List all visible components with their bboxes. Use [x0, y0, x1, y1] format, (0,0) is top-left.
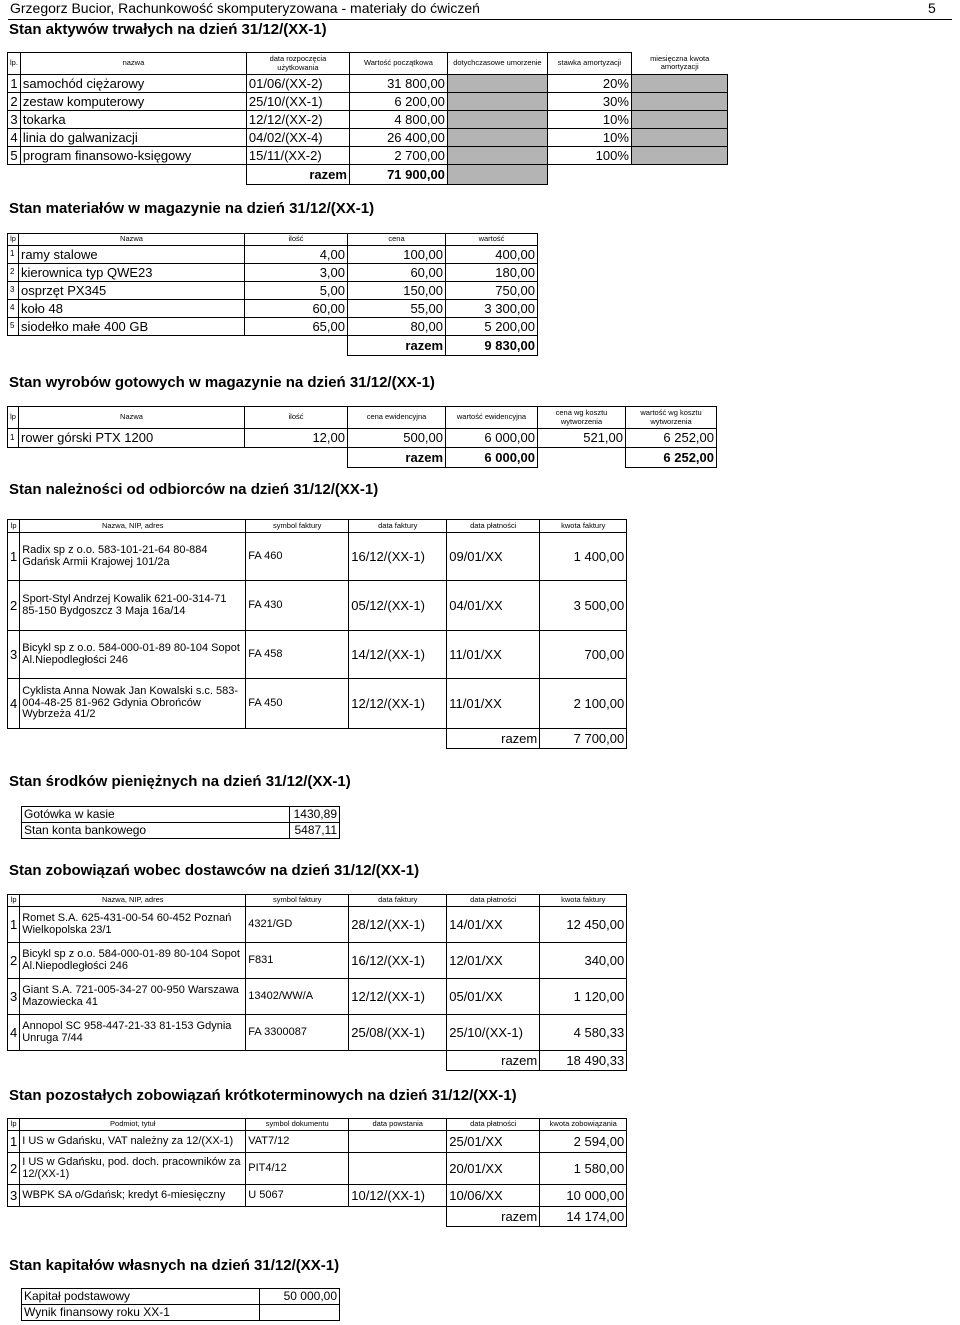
cell-entity: I US w Gdańsku, pod. doch. pracowników za 12/(XX-1)	[20, 1153, 246, 1185]
cell-name: Annopol SC 958-447-21-33 81-153 Gdynia Unruga 7/44	[20, 1015, 246, 1051]
cell-price: 100,00	[348, 246, 446, 264]
col-header-amount: kwota faktury	[540, 895, 627, 907]
cell-invoice-date: 05/12/(XX-1)	[349, 581, 447, 631]
cell-cost-price: 521,00	[538, 429, 626, 448]
cell-creation-date	[349, 1131, 447, 1153]
table-row	[22, 807, 340, 823]
cell-name: tokarka	[20, 111, 246, 129]
table-row	[8, 1015, 627, 1051]
cell-amount: 1 120,00	[540, 979, 627, 1015]
cell-date: 25/10/(XX-1)	[246, 93, 349, 111]
cell-entity: I US w Gdańsku, VAT należny za 12/(XX-1)	[20, 1131, 246, 1153]
table-header-row	[8, 53, 728, 75]
table-row	[8, 246, 538, 264]
table-header-row	[8, 895, 627, 907]
table-header-row	[8, 1119, 627, 1131]
cell-label: Stan konta bankowego	[22, 823, 290, 839]
cell-rate: 10%	[547, 129, 631, 147]
cell-lp: 2	[8, 943, 20, 979]
cell-price: 80,00	[348, 318, 446, 336]
cell-value: 4 800,00	[349, 111, 447, 129]
cell-name: Romet S.A. 625-431-00-54 60-452 Poznań Wielkopolska 23/1	[20, 907, 246, 943]
cell-quantity: 12,00	[245, 429, 348, 448]
cell-price: 150,00	[348, 282, 446, 300]
table-row	[8, 147, 728, 165]
cell-lp: 5	[8, 318, 19, 336]
total-row	[8, 1207, 627, 1227]
cell-value: 5487,11	[290, 823, 340, 839]
cell-lp: 2	[8, 1153, 20, 1185]
cell-amount: 10 000,00	[540, 1185, 627, 1207]
col-header-name: Nazwa, NIP, adres	[20, 520, 246, 533]
total-label: razem	[246, 165, 349, 185]
table-row	[8, 1185, 627, 1207]
cell-invoice-symbol: FA 430	[246, 581, 349, 631]
col-header-record-price: cena ewidencyjna	[348, 407, 446, 429]
col-header-invoice-symbol: symbol faktury	[246, 520, 349, 533]
total-value: 7 700,00	[540, 729, 627, 749]
table-row	[8, 1153, 627, 1185]
materials-table	[7, 233, 538, 356]
col-header-name: Nazwa	[19, 407, 245, 429]
finished-goods-table	[7, 406, 717, 468]
cell-due-date: 12/01/XX	[447, 943, 540, 979]
cell-quantity: 65,00	[245, 318, 348, 336]
cell-lp: 2	[8, 93, 21, 111]
total-row	[8, 336, 538, 356]
cell-document-symbol: VAT7/12	[246, 1131, 349, 1153]
col-header-lp: lp	[8, 407, 19, 429]
cell-name: Giant S.A. 721-005-34-27 00-950 Warszawa Mazowiecka 41	[20, 979, 246, 1015]
cell-amount: 3 500,00	[540, 581, 627, 631]
table-header-row	[8, 234, 538, 246]
total-row	[8, 729, 627, 749]
cell-lp: 3	[8, 979, 20, 1015]
table-header-row	[8, 407, 717, 429]
total-record-value: 6 000,00	[446, 448, 538, 468]
total-cost-value: 6 252,00	[626, 448, 717, 468]
cell-value: 31 800,00	[349, 75, 447, 93]
cell-value: 1430,89	[290, 807, 340, 823]
total-label: razem	[447, 1207, 540, 1227]
col-header-invoice-symbol: symbol faktury	[246, 895, 349, 907]
cell-name: rower górski PTX 1200	[19, 429, 245, 448]
cell-invoice-symbol: FA 458	[246, 631, 349, 679]
col-header-invoice-date: data faktury	[349, 895, 447, 907]
table-row	[8, 93, 728, 111]
cell-invoice-date: 12/12/(XX-1)	[349, 979, 447, 1015]
cell-lp: 3	[8, 282, 19, 300]
table-row	[8, 679, 627, 729]
cell-invoice-date: 14/12/(XX-1)	[349, 631, 447, 679]
cell-invoice-date: 12/12/(XX-1)	[349, 679, 447, 729]
cell-invoice-date: 16/12/(XX-1)	[349, 533, 447, 581]
cell-lp: 2	[8, 581, 20, 631]
col-header-rate: stawka amortyzacji	[547, 53, 631, 75]
cell-value	[260, 1305, 340, 1321]
total-label: razem	[447, 729, 540, 749]
cell-value: 180,00	[446, 264, 538, 282]
cell-amount: 340,00	[540, 943, 627, 979]
table-row	[8, 111, 728, 129]
equity-table	[21, 1288, 340, 1321]
cell-monthly-amount	[631, 147, 727, 165]
total-value: 9 830,00	[446, 336, 538, 356]
section-title-receivables: Stan należności od odbiorców na dzień 31/12/(XX-1)	[9, 481, 379, 498]
table-row	[22, 1305, 340, 1321]
table-header-row	[8, 520, 627, 533]
table-row	[8, 429, 717, 448]
cell-due-date: 14/01/XX	[447, 907, 540, 943]
table-row	[8, 264, 538, 282]
col-header-document-symbol: symbol dokumentu	[246, 1119, 349, 1131]
total-row	[8, 448, 717, 468]
cell-name: Sport-Styl Andrzej Kowalik 621-00-314-71 85-150 Bydgoszcz 3 Maja 16a/14	[20, 581, 246, 631]
cell-lp: 4	[8, 679, 20, 729]
cell-date: 01/06/(XX-2)	[246, 75, 349, 93]
table-row	[8, 979, 627, 1015]
col-header-name: Nazwa, NIP, adres	[20, 895, 246, 907]
cell-quantity: 5,00	[245, 282, 348, 300]
cell-amount: 1 580,00	[540, 1153, 627, 1185]
cell-value: 3 300,00	[446, 300, 538, 318]
receivables-table	[7, 519, 627, 749]
cell-name: Radix sp z o.o. 583-101-21-64 80-884 Gdańsk Armii Krajowej 101/2a	[20, 533, 246, 581]
total-value: 18 490,33	[540, 1051, 627, 1071]
section-title-equity: Stan kapitałów własnych na dzień 31/12/(XX-1)	[9, 1257, 340, 1274]
col-header-value: wartość	[446, 234, 538, 246]
col-header-lp: lp	[8, 1119, 20, 1131]
cell-document-symbol: U 5067	[246, 1185, 349, 1207]
cell-name: ramy stalowe	[19, 246, 245, 264]
cell-name: koło 48	[19, 300, 245, 318]
total-value: 71 900,00	[349, 165, 447, 185]
cell-date: 04/02/(XX-4)	[246, 129, 349, 147]
cell-amount: 4 580,33	[540, 1015, 627, 1051]
cell-value: 2 700,00	[349, 147, 447, 165]
table-row	[8, 533, 627, 581]
col-header-amount: kwota faktury	[540, 520, 627, 533]
cell-due-date: 11/01/XX	[447, 679, 540, 729]
col-header-due-date: data płatności	[447, 895, 540, 907]
cell-date: 15/11/(XX-2)	[246, 147, 349, 165]
cell-due-date: 04/01/XX	[447, 581, 540, 631]
cell-monthly-amount	[631, 75, 727, 93]
payables-table	[7, 894, 627, 1071]
cell-depreciation	[447, 129, 547, 147]
col-header-quantity: ilość	[245, 234, 348, 246]
cell-value: 5 200,00	[446, 318, 538, 336]
col-header-monthly-amount: miesięczna kwota amortyzacji	[650, 53, 710, 72]
cell-price: 55,00	[348, 300, 446, 318]
cell-name: kierownica typ QWE23	[19, 264, 245, 282]
cell-lp: 1	[8, 246, 19, 264]
cell-quantity: 3,00	[245, 264, 348, 282]
col-header-cost-value: wartość wg kosztu wytworzenia	[626, 407, 717, 429]
col-header-cost-price: cena wg kosztu wytworzenia	[538, 407, 626, 429]
page-number: 5	[928, 0, 936, 16]
cell-monthly-amount	[631, 93, 727, 111]
section-title-fixed-assets: Stan aktywów trwałych na dzień 31/12/(XX-1)	[9, 21, 327, 38]
cell-quantity: 4,00	[245, 246, 348, 264]
cell-creation-date: 10/12/(XX-1)	[349, 1185, 447, 1207]
col-header-invoice-date: data faktury	[349, 520, 447, 533]
cell-name: linia do galwanizacji	[20, 129, 246, 147]
table-row	[8, 318, 538, 336]
other-liabilities-table	[7, 1118, 627, 1227]
cell-lp: 4	[8, 129, 21, 147]
cell-invoice-symbol: FA 460	[246, 533, 349, 581]
cell-due-date: 10/06/XX	[447, 1185, 540, 1207]
total-label: razem	[348, 336, 446, 356]
cell-depreciation	[447, 111, 547, 129]
col-header-lp: lp	[8, 234, 19, 246]
table-row	[8, 943, 627, 979]
cell-depreciation	[447, 93, 547, 111]
cell-monthly-amount	[631, 129, 727, 147]
table-row	[8, 75, 728, 93]
cell-price: 60,00	[348, 264, 446, 282]
cell-lp: 4	[8, 1015, 20, 1051]
cell-rate: 10%	[547, 111, 631, 129]
cell-name: Cyklista Anna Nowak Jan Kowalski s.c. 583-004-48-25 81-962 Gdynia Obrońców Wybrzeża 41/2	[20, 679, 246, 729]
col-header-due-date: data płatności	[447, 1119, 540, 1131]
table-row	[8, 631, 627, 679]
section-title-finished-goods: Stan wyrobów gotowych w magazynie na dzień 31/12/(XX-1)	[9, 374, 435, 391]
cell-record-price: 500,00	[348, 429, 446, 448]
cash-table	[21, 806, 340, 839]
cell-lp: 4	[8, 300, 19, 318]
cell-lp: 1	[8, 1131, 20, 1153]
col-header-start-date: data rozpoczęcia użytkowania	[246, 53, 349, 75]
cell-invoice-symbol: FA 450	[246, 679, 349, 729]
table-row	[8, 581, 627, 631]
col-header-amount: kwota zobowiązania	[540, 1119, 627, 1131]
cell-invoice-symbol: F831	[246, 943, 349, 979]
total-label: razem	[447, 1051, 540, 1071]
cell-lp: 1	[8, 429, 19, 448]
cell-due-date: 25/01/XX	[447, 1131, 540, 1153]
col-header-depreciation: dotychczasowe umorzenie	[447, 53, 547, 75]
cell-value: 400,00	[446, 246, 538, 264]
total-row	[8, 165, 728, 185]
cell-lp: 1	[8, 75, 21, 93]
cell-lp: 3	[8, 111, 21, 129]
cell-lp: 3	[8, 1185, 20, 1207]
cell-name: osprzęt PX345	[19, 282, 245, 300]
cell-invoice-symbol: FA 3300087	[246, 1015, 349, 1051]
col-header-price: cena	[348, 234, 446, 246]
section-title-payables: Stan zobowiązań wobec dostawców na dzień 31/12/(XX-1)	[9, 862, 420, 879]
table-row	[22, 1289, 340, 1305]
table-row	[8, 300, 538, 318]
cell-lp: 2	[8, 264, 19, 282]
col-header-lp: lp	[8, 520, 20, 533]
cell-cost-value: 6 252,00	[626, 429, 717, 448]
cell-value: 50 000,00	[260, 1289, 340, 1305]
table-row	[8, 1131, 627, 1153]
cell-value: 6 200,00	[349, 93, 447, 111]
cell-value: 26 400,00	[349, 129, 447, 147]
cell-name: program finansowo-księgowy	[20, 147, 246, 165]
col-header-initial-value: Wartość początkowa	[349, 53, 447, 75]
cell-name: samochód ciężarowy	[20, 75, 246, 93]
cell-amount: 12 450,00	[540, 907, 627, 943]
cell-due-date: 20/01/XX	[447, 1153, 540, 1185]
cell-due-date: 05/01/XX	[447, 979, 540, 1015]
cell-name: siodełko małe 400 GB	[19, 318, 245, 336]
col-header-name: nazwa	[20, 53, 246, 75]
cell-label: Gotówka w kasie	[22, 807, 290, 823]
document-header-title: Grzegorz Bucior, Rachunkowość skomputeryzowana - materiały do ćwiczeń	[10, 0, 480, 16]
cell-amount: 1 400,00	[540, 533, 627, 581]
section-title-materials: Stan materiałów w magazynie na dzień 31/12/(XX-1)	[9, 200, 375, 217]
total-label: razem	[348, 448, 446, 468]
cell-amount: 2 594,00	[540, 1131, 627, 1153]
cell-record-value: 6 000,00	[446, 429, 538, 448]
cell-name: Bicykl sp z o.o. 584-000-01-89 80-104 Sopot Al.Niepodległości 246	[20, 631, 246, 679]
total-row	[8, 1051, 627, 1071]
header-divider	[8, 19, 952, 20]
section-title-cash: Stan środków pieniężnych na dzień 31/12/(XX-1)	[9, 773, 351, 790]
cell-lp: 3	[8, 631, 20, 679]
cell-invoice-symbol: 13402/WW/A	[246, 979, 349, 1015]
fixed-assets-table	[7, 52, 728, 185]
table-row	[8, 129, 728, 147]
col-header-lp: lp	[8, 895, 20, 907]
cell-rate: 30%	[547, 93, 631, 111]
cell-due-date: 09/01/XX	[447, 533, 540, 581]
cell-invoice-date: 28/12/(XX-1)	[349, 907, 447, 943]
cell-invoice-date: 25/08/(XX-1)	[349, 1015, 447, 1051]
col-header-record-value: wartość ewidencyjna	[446, 407, 538, 429]
cell-date: 12/12/(XX-2)	[246, 111, 349, 129]
cell-label: Kapitał podstawowy	[22, 1289, 260, 1305]
cell-due-date: 11/01/XX	[447, 631, 540, 679]
col-header-quantity: ilość	[245, 407, 348, 429]
col-header-due-date: data płatności	[447, 520, 540, 533]
cell-name: Bicykl sp z o.o. 584-000-01-89 80-104 Sopot Al.Niepodległości 246	[20, 943, 246, 979]
cell-creation-date	[349, 1153, 447, 1185]
cell-name: zestaw komputerowy	[20, 93, 246, 111]
cell-quantity: 60,00	[245, 300, 348, 318]
col-header-lp: lp.	[8, 53, 21, 75]
col-header-entity: Podmiot, tytuł	[20, 1119, 246, 1131]
cell-rate: 20%	[547, 75, 631, 93]
cell-amount: 700,00	[540, 631, 627, 679]
cell-amount: 2 100,00	[540, 679, 627, 729]
table-row	[22, 823, 340, 839]
total-value: 14 174,00	[540, 1207, 627, 1227]
col-header-name: Nazwa	[19, 234, 245, 246]
table-row	[8, 282, 538, 300]
cell-lp: 1	[8, 533, 20, 581]
cell-monthly-amount	[631, 111, 727, 129]
cell-depreciation	[447, 147, 547, 165]
cell-invoice-symbol: 4321/GD	[246, 907, 349, 943]
cell-rate: 100%	[547, 147, 631, 165]
col-header-creation-date: data powstania	[349, 1119, 447, 1131]
cell-lp: 5	[8, 147, 21, 165]
cell-invoice-date: 16/12/(XX-1)	[349, 943, 447, 979]
section-title-other-liabilities: Stan pozostałych zobowiązań krótkoterminowych na dzień 31/12/(XX-1)	[9, 1087, 517, 1104]
cell-document-symbol: PIT4/12	[246, 1153, 349, 1185]
cell-due-date: 25/10/(XX-1)	[447, 1015, 540, 1051]
cell-label: Wynik finansowy roku XX-1	[22, 1305, 260, 1321]
cell-entity: WBPK SA o/Gdańsk; kredyt 6-miesięczny	[20, 1185, 246, 1207]
cell-lp: 1	[8, 907, 20, 943]
cell-depreciation	[447, 75, 547, 93]
cell-value: 750,00	[446, 282, 538, 300]
table-row	[8, 907, 627, 943]
